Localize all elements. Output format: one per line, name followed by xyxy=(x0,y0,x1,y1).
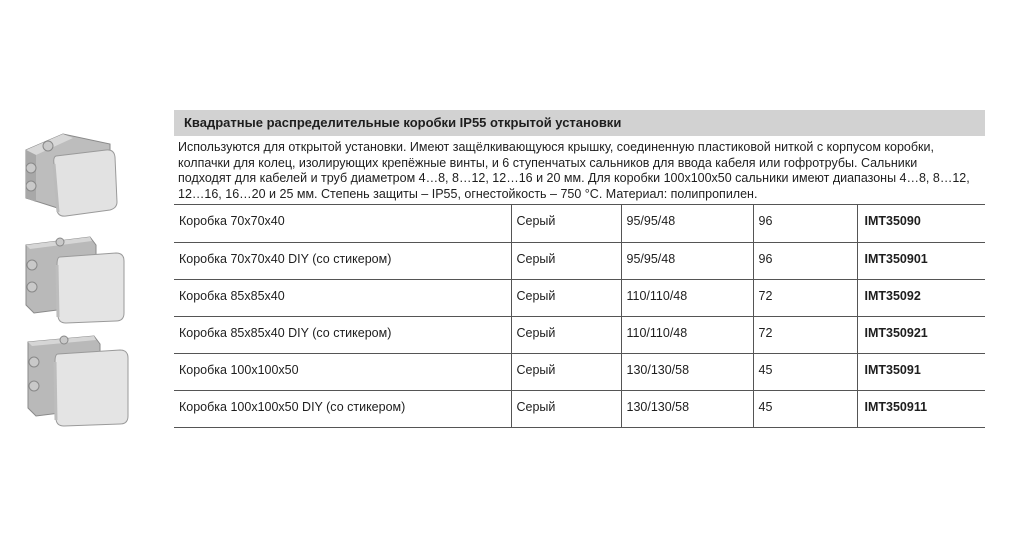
quantity-cell: 72 xyxy=(753,316,857,353)
product-name-cell: Коробка 70х70х40 DIY (со стикером) xyxy=(174,242,511,279)
article-code-cell: IMT35092 xyxy=(857,279,985,316)
quantity-cell: 96 xyxy=(753,205,857,242)
description-line: Используются для открытой установки. Имеют защёлкивающуюся крышку, соединенную пластиковой ниткой с корпусом коробки, xyxy=(178,140,934,154)
product-table xyxy=(174,205,985,428)
description-line: колпачки для колец, изолирующих крепёжные винты, и 6 ступенчатых сальников для ввода кабеля или гофротрубы. Сальники xyxy=(178,155,918,170)
description xyxy=(174,136,985,205)
article-code-cell: IMT350911 xyxy=(857,390,985,427)
quantity-cell: 45 xyxy=(753,390,857,427)
junction-box-70-icon xyxy=(18,120,128,220)
color-cell: Серый xyxy=(511,353,621,390)
quantity-cell: 45 xyxy=(753,353,857,390)
product-name-cell: Коробка 100х100х50 xyxy=(174,353,511,390)
product-name-cell: Коробка 100х100х50 DIY (со стикером) xyxy=(174,390,511,427)
product-name-cell: Коробка 70х70х40 xyxy=(174,205,511,242)
quantity-cell: 96 xyxy=(753,242,857,279)
product-name-cell: Коробка 85х85х40 DIY (со стикером) xyxy=(174,316,511,353)
article-code-cell: IMT35091 xyxy=(857,353,985,390)
product-images xyxy=(18,120,138,450)
junction-box-100-icon xyxy=(22,328,132,428)
dimensions-cell: 95/95/48 xyxy=(621,205,753,242)
junction-box-85-icon xyxy=(20,225,130,325)
color-cell: Серый xyxy=(511,279,621,316)
dimensions-cell: 110/110/48 xyxy=(621,279,753,316)
color-cell: Серый xyxy=(511,390,621,427)
table-row xyxy=(174,279,985,316)
table-row xyxy=(174,390,985,427)
dimensions-cell: 130/130/58 xyxy=(621,390,753,427)
color-cell: Серый xyxy=(511,205,621,242)
dimensions-cell: 95/95/48 xyxy=(621,242,753,279)
color-cell: Серый xyxy=(511,242,621,279)
table-row xyxy=(174,242,985,279)
table-row xyxy=(174,353,985,390)
article-code-cell: IMT35090 xyxy=(857,205,985,242)
product-spec-sheet xyxy=(174,110,985,428)
description-line: подходят для кабелей и труб диаметром 4…8, 8…12, 12…16 и 20 мм. Для коробки 100х100х50 сальники имеют диапазоны 4…8, 8…12, xyxy=(178,171,970,186)
article-code-cell: IMT350901 xyxy=(857,242,985,279)
quantity-cell: 72 xyxy=(753,279,857,316)
color-cell: Серый xyxy=(511,316,621,353)
section-title: Квадратные распределительные коробки IP55 открытой установки xyxy=(174,110,985,136)
dimensions-cell: 130/130/58 xyxy=(621,353,753,390)
description-line: 12…16, 16…20 и 25 мм. Степень защиты – IP55, огнестойкость – 750 °С. Материал: полипропилен. xyxy=(178,186,758,201)
table-row xyxy=(174,205,985,242)
article-code-cell: IMT350921 xyxy=(857,316,985,353)
product-name-cell: Коробка 85х85х40 xyxy=(174,279,511,316)
table-row xyxy=(174,316,985,353)
dimensions-cell: 110/110/48 xyxy=(621,316,753,353)
